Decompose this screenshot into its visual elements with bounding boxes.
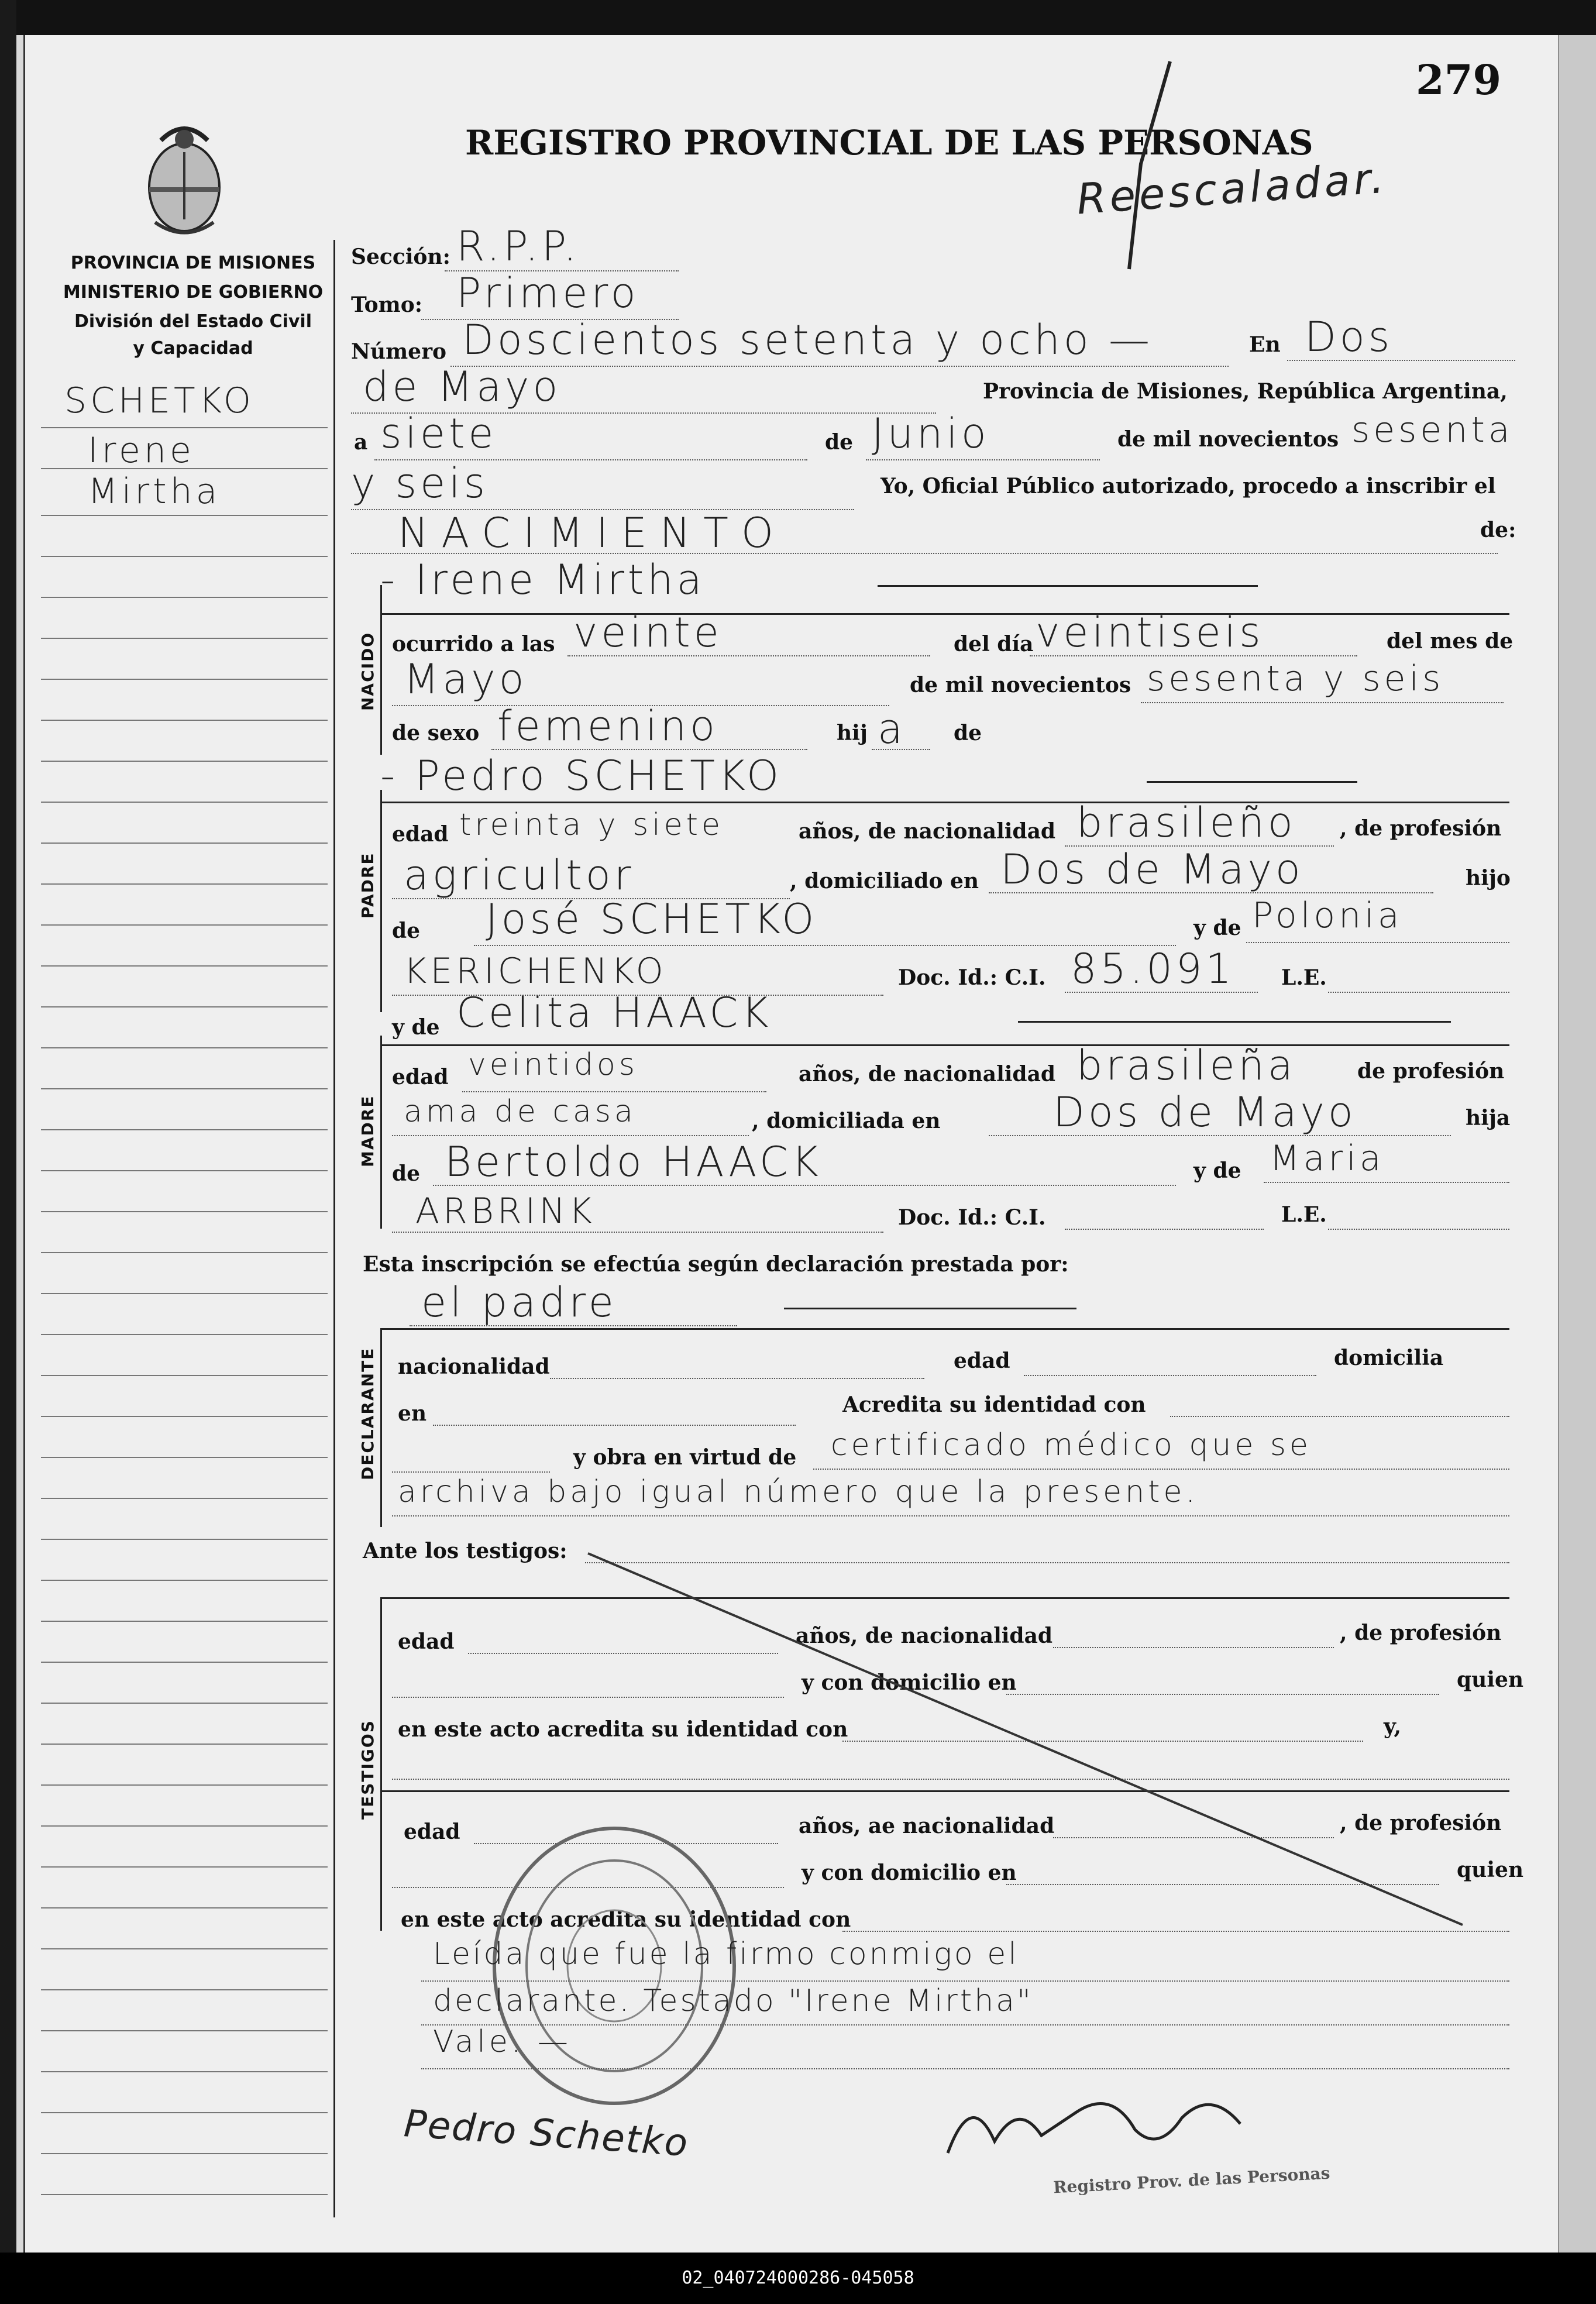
en-label: En [1249, 332, 1281, 357]
madre-de-label: de [392, 1161, 421, 1186]
padre-nacionalidad-value: brasileño [1076, 799, 1296, 847]
sexo-value: femenino [497, 702, 718, 750]
padre-domicilio-label: , domiciliado en [790, 869, 979, 893]
testigos-section-label: TESTIGOS [358, 1720, 377, 1820]
hij-label: hij [837, 721, 868, 745]
tomo-value: Primero [456, 269, 639, 317]
madre-domicilio-value: Dos de Mayo [1053, 1088, 1357, 1136]
testigo1-domicilio-label: y con domicilio en [802, 1670, 1017, 1695]
testigo1-edad-label: edad [398, 1629, 455, 1654]
madre-nacionalidad-label: años, de nacionalidad [799, 1062, 1056, 1086]
testigos-bracket [380, 1597, 382, 1931]
lugar-value: de Mayo [363, 363, 562, 411]
padre-edad-label: edad [392, 822, 449, 847]
madre-hija-label: hija [1466, 1106, 1511, 1130]
declarante-section-label: DECLARANTE [358, 1347, 377, 1480]
signature-declarante: Pedro Schetko [403, 2102, 690, 2165]
declarante-virtud-value: certificado médico que se [831, 1428, 1312, 1463]
abuelo-materno: Bertoldo HAACK [445, 1138, 822, 1186]
scan-identifier: 02_040724000286-045058 [0, 2253, 1596, 2304]
padre-domicilio-value: Dos de Mayo [1000, 845, 1304, 893]
mes-value: Mayo [404, 655, 528, 703]
signature-oficial-icon [936, 2065, 1299, 2182]
testigo2-quien-label: quien [1457, 1858, 1524, 1882]
declarante-virtud-value-2: archiva bajo igual número que la presente. [398, 1474, 1199, 1509]
madre-nacionalidad-value: brasileña [1076, 1041, 1296, 1089]
sexo-label: de sexo [392, 721, 480, 745]
margin-given-name-2: Mirtha [88, 471, 221, 512]
madre-le-label: L.E. [1281, 1202, 1327, 1227]
declarante-acredita-label: Acredita su identidad con [842, 1392, 1146, 1417]
padre-le-label: L.E. [1281, 965, 1327, 990]
testigo2-edad-label: edad [404, 1820, 460, 1844]
anio-nacimiento-value: sesenta y seis [1147, 658, 1444, 699]
abuelo-paterno: José SCHETKO [486, 895, 818, 943]
nacido-bracket [380, 585, 382, 755]
anio-inscripcion-2: y seis [351, 459, 489, 507]
padre-name: - Pedro SCHETKO [380, 752, 783, 800]
margin-divider [333, 240, 335, 2217]
madre-name: Celita HAACK [456, 989, 772, 1037]
padre-profesion-value: agricultor [404, 851, 635, 899]
dia-inscripcion: siete [380, 410, 497, 458]
abuela-paterna-apellido: KERICHENKO [404, 951, 667, 992]
nacido-name: - Irene Mirtha [380, 556, 706, 604]
hora-label: ocurrido a las [392, 632, 555, 656]
hora-value: veinte [573, 608, 723, 656]
handwritten-stroke-icon [1106, 59, 1176, 281]
padre-hijo-label: hijo [1466, 866, 1511, 890]
provincia-text: Provincia de Misiones, República Argentina, [983, 379, 1508, 404]
testigo2-profesion-label: , de profesión [1340, 1811, 1502, 1835]
scan-border-top [0, 0, 1596, 35]
madre-edad-label: edad [392, 1065, 449, 1089]
page-number: 279 [1416, 56, 1502, 104]
de-colon-label: de: [1480, 518, 1516, 542]
mil-label: de mil novecientos [1117, 427, 1339, 452]
declarante-nacionalidad-label: nacionalidad [398, 1354, 550, 1379]
closing-line-3: Vale. — [433, 2024, 572, 2059]
madre-bracket [380, 1036, 382, 1229]
declarante-edad-label: edad [954, 1349, 1010, 1373]
margin-given-name-1: Irene [88, 430, 195, 471]
dia-value: veintiseis [1036, 608, 1264, 656]
anio-inscripcion: sesenta [1351, 410, 1514, 451]
province-label: PROVINCIA DE MISIONES [70, 253, 316, 273]
abuela-materna: Maria [1270, 1138, 1385, 1179]
madre-edad-value: veintidos [468, 1047, 638, 1082]
padre-section-label: PADRE [358, 852, 377, 919]
division-label: División del Estado Civil [74, 311, 312, 332]
testigo1-acredita-label: en este acto acredita su identidad con [398, 1717, 848, 1742]
handwritten-note: Reescaladar. [1075, 153, 1389, 224]
testigo2-domicilio-label: y con domicilio en [802, 1861, 1017, 1885]
mes-label: del mes de [1387, 629, 1514, 654]
a-label: a [354, 430, 368, 455]
document-title: REGISTRO PROVINCIAL DE LAS PERSONAS [465, 123, 1313, 163]
hij-de-label: de [954, 721, 982, 745]
testigos-intro: Ante los testigos: [363, 1539, 567, 1563]
testigo2-nacionalidad-label: años, ae nacionalidad [799, 1814, 1055, 1838]
seccion-label: Sección: [351, 245, 450, 269]
padre-profesion-label: , de profesión [1340, 816, 1502, 841]
oficial-text: Yo, Oficial Público autorizado, procedo a inscribir el [880, 474, 1496, 498]
madre-yde2-label: y de [1193, 1158, 1241, 1183]
en-value: Dos [1305, 313, 1394, 361]
closing-line-2: declarante. Testado "Irene Mirtha" [433, 1983, 1033, 2018]
padre-yde-label: y de [1193, 916, 1241, 940]
testigo1-quien-label: quien [1457, 1667, 1524, 1692]
declarante-domicilia-label: domicilia [1334, 1346, 1444, 1370]
declarante-virtud-label: y obra en virtud de [573, 1445, 797, 1470]
tomo-label: Tomo: [351, 293, 423, 317]
declarante-en-label: en [398, 1401, 427, 1426]
testigo1-y-label: y, [1384, 1714, 1402, 1739]
padre-bracket [380, 790, 382, 1012]
testigo2-acredita-label: en este acto acredita su identidad con [401, 1907, 851, 1932]
acto-value: NACIMIENTO [398, 509, 787, 557]
madre-yde-label: y de [392, 1015, 440, 1040]
dia-label: del día [954, 632, 1034, 656]
madre-domicilio-label: , domiciliada en [752, 1109, 941, 1133]
testigo1-nacionalidad-label: años, de nacionalidad [796, 1624, 1053, 1648]
margin-surname: SCHETKO [64, 380, 254, 421]
padre-doc-label: Doc. Id.: C.I. [898, 965, 1046, 990]
testigo1-profesion-label: , de profesión [1340, 1621, 1502, 1645]
capacity-label: y Capacidad [133, 338, 253, 359]
scan-border-left [0, 0, 16, 2304]
coat-of-arms-icon [137, 117, 231, 243]
nacido-section-label: NACIDO [358, 631, 377, 711]
seccion-value: R.P.P. [456, 222, 580, 270]
mes-inscripcion: Junio [872, 410, 990, 458]
anio-nacimiento-label: de mil novecientos [910, 673, 1131, 697]
abuela-paterna: Polonia [1252, 895, 1403, 936]
closing-line-1: Leída que fue la firmo conmigo el [433, 1937, 1019, 1972]
abuela-materna-apellido: ARBRINK [415, 1191, 596, 1232]
declarante-value: el padre [421, 1278, 617, 1326]
madre-profesion-value: ama de casa [404, 1094, 637, 1129]
ministry-label: MINISTERIO DE GOBIERNO [63, 282, 324, 302]
padre-de-label: de [392, 919, 421, 943]
padre-nacionalidad-label: años, de nacionalidad [799, 819, 1056, 844]
padre-doc-value: 85.091 [1071, 945, 1235, 993]
numero-label: Número [351, 339, 447, 364]
madre-doc-label: Doc. Id.: C.I. [898, 1205, 1046, 1230]
declaracion-intro: Esta inscripción se efectúa según declaración prestada por: [363, 1252, 1069, 1277]
page-edge-right [1556, 35, 1596, 2253]
madre-section-label: MADRE [358, 1095, 377, 1167]
madre-profesion-label: de profesión [1357, 1059, 1505, 1084]
numero-value: Doscientos setenta y ocho — [462, 316, 1153, 364]
declarante-bracket [380, 1328, 382, 1527]
hij-value: a [878, 705, 906, 753]
padre-edad-value: treinta y siete [459, 807, 724, 842]
de-label: de [825, 430, 854, 455]
stamp-registro: Registro Prov. de las Personas [1052, 2163, 1331, 2198]
